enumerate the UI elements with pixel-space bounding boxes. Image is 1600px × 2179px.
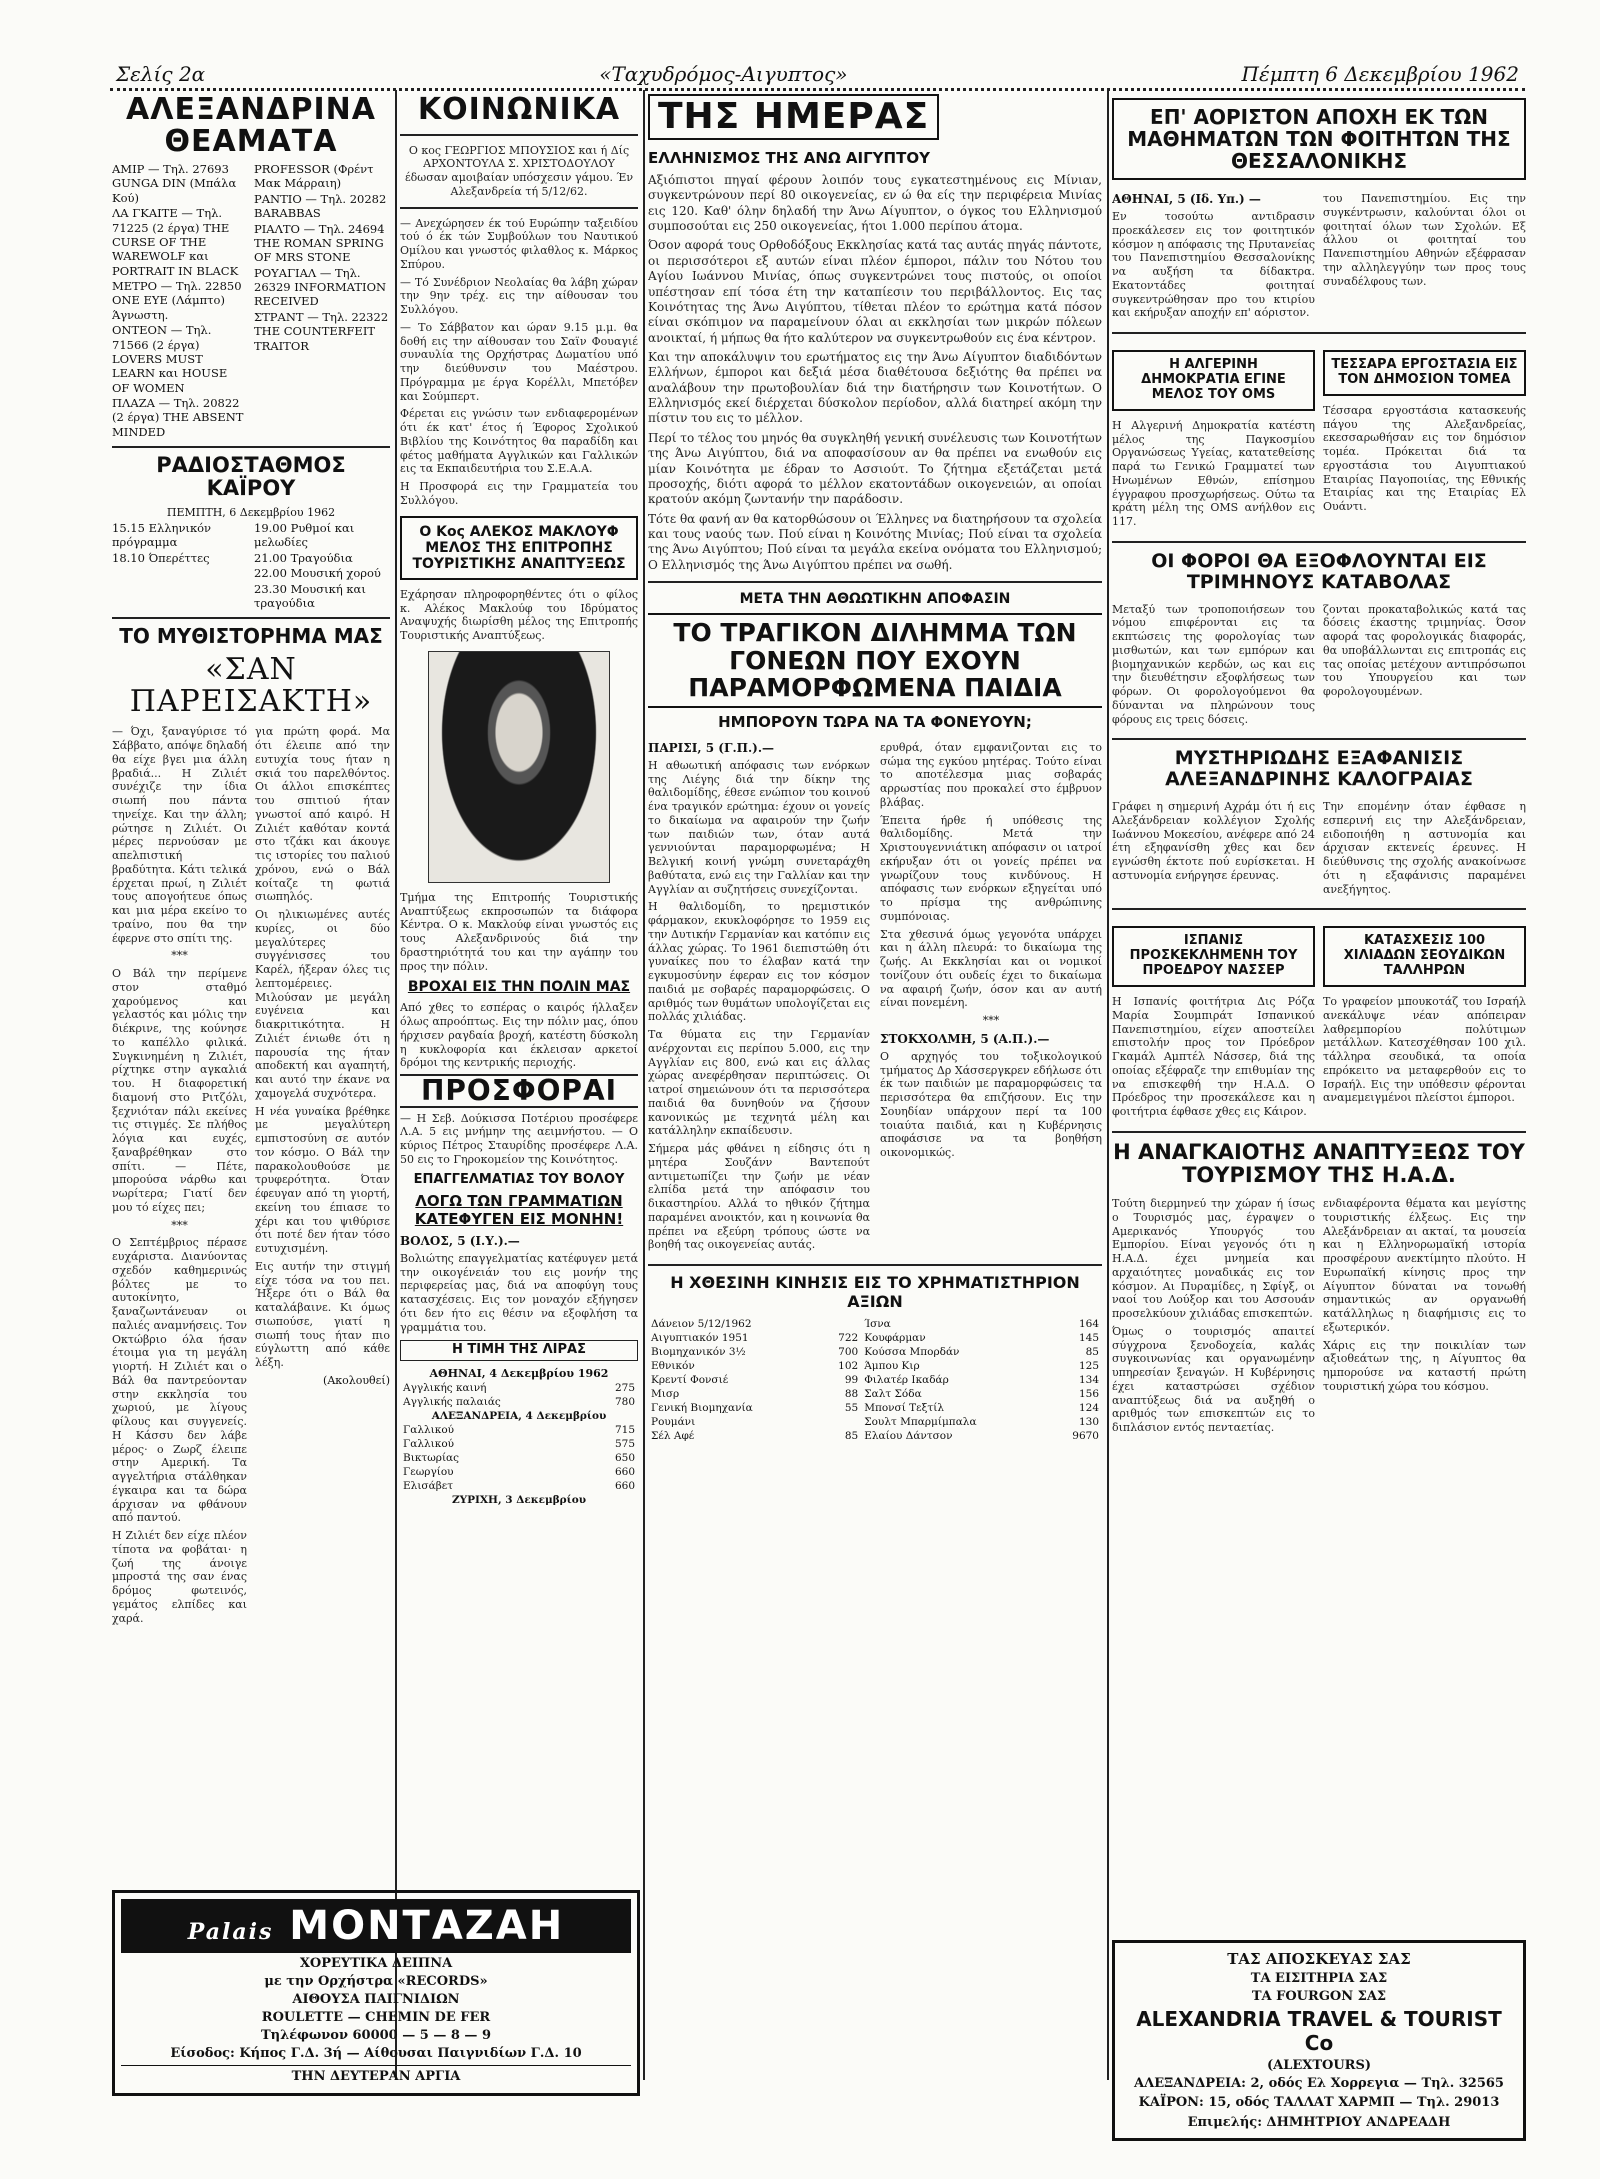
taxes-text: ζονται προκαταβολικώς κατά τας δόσεις έκαστης τριμηνίας. Όσον αφορά τας φορολογικάς διαφοράς, θα υποβάλλωνται εις επιτροπάς εις τας οποίας μετέχουν αντιπρόσωποι του Υπουργείου και των φορολογουμένων.: [1323, 602, 1526, 699]
section-title-theatres: ΑΛΕΞΑΝΔΡΙΝΑ ΘΕΑΜΑΤΑ: [126, 92, 376, 159]
novel-text: Εις αυτήν την στιγμή είχε τόσα να του πει. Ήξερε ότι ο Βάλ θα καταλάβαινε. Κι όμως σιωπούσε, γιατί η σιωπή τους ήταν πιο εύγλωττη από κάθε λέξη.: [255, 1259, 390, 1370]
rain-text: Από χθες το εσπέρας ο καιρός ήλλαξεν όλως απροόπτως. Εις την πόλιν μας, όπου ήρχισεν ραγδαία βροχή, κατέστη δύσκολη η κυκλοφορία και έκλεισαν αρκετοί δρόμοι της κεντρικής περιοχής.: [400, 1001, 638, 1070]
nun-headline: ΜΥΣΤΗΡΙΩΔΗΣ ΕΞΑΦΑΝΙΣΙΣ ΑΛΕΞΑΝΔΡΙΝΗΣ ΚΑΛΟΓΡΑΙΑΣ: [1165, 747, 1473, 791]
radio-item: 22.00 Μουσική χορού: [254, 566, 381, 581]
ad-line: με την Ορχήστρα «RECORDS»: [264, 1974, 488, 1989]
nun-text: Γράφει η σημερινή Αχράμ ότι ή εις Αλεξάνδρειαν κολλέγιον Σχολής Ιωάννου Μοκεσίου, ανέφερε από 24 έτη εξηφανίσθη χθες και δεν εγνώσθη έκτοτε πού ευρίσκεται. Η αστυνομία ενήργησε έρευνας.: [1112, 800, 1315, 882]
table-row: Εθνικόν 102 Άμπου Κιρ 125: [651, 1359, 1099, 1372]
lira-date: ΑΛΕΞΑΝΔΡΕΙΑ, 4 Δεκεμβρίου: [431, 1410, 607, 1423]
social-item: — Ανεχώρησεν έκ τού Ευρώπην ταξειδίου τού ό έκ τών Συμβούλων του Ναυτικού Ομίλου και γνωστός φιλαθλος κ. Μάρκος Σπύρου.: [400, 216, 638, 271]
cinema-entry: ΟΝΤΕΟΝ — Τηλ. 71566 (2 έργα) LOVERS MUST LEARN και HOUSE OF WOMEN: [112, 323, 228, 395]
novel-text: Η νέα γυναίκα βρέθηκε με μεγαλύτερη εμπιστοσύνη σε αυτόν τον κόσμο. Ο Βάλ την παρακολουθούσε με τρυφερότητα. Όταν έφευγαν από τη γιορτή, εκείνη του έπιασε το χέρι και του ψιθύρισε ότι ποτέ δεν ήταν τόσο ευτυχισμένη.: [255, 1104, 390, 1256]
hellenism-text: Περί το τέλος του μηνός θα συγκληθή γενική συνέλευσις των Κοινοτήτων της Άνω Αιγύπτου, διά να αποφασίσουν αν θα πρέπει να ενωθούν εις μίαν Κοινότητα με έδραν το Ασσιούτ. Το ζήτημα εξετάζεται μετά προσοχής, διότι αφορά το μέλλον εκατοντάδων οικογενειών, αι οποίαι κρατούν ακόμη ζωντανήν την παράδοσιν.: [648, 430, 1102, 507]
ad-line: ΑΙΘΟΥΣΑ ΠΑΙΓΝΙΔΙΩΝ: [292, 1992, 460, 2007]
factories-headline: ΤΕΣΣΑΡΑ ΕΡΓΟΣΤΑΣΙΑ ΕΙΣ ΤΟΝ ΔΗΜΟΣΙΟΝ ΤΟΜΕΑ: [1323, 350, 1526, 396]
radio-schedule: [112, 520, 390, 619]
ad-address: ΚΑΪΡΟΝ: 15, οδός ΤΑΛΛΑΤ ΧΑΡΜΠ — Τηλ. 29013: [1138, 2095, 1500, 2111]
story-text: Στα χθεσινά όμως γεγονότα υπάρχει και η άλλη πλευρά: το δικαίωμα της ζωής. Αι Εκκλησίαι και οι νομικοί τονίζουν ότι ουδείς έχει το δικαίωμα να αφαιρή ζωήν, όσον και αν αυτή είναι πονεμένη.: [880, 927, 1102, 1010]
to-be-continued: (Ακολουθεί): [323, 1373, 390, 1387]
ad-line: ΧΟΡΕΥΤΙΚΑ ΔΕΙΠΝΑ: [299, 1956, 453, 1971]
table-row: Δάνειον 5/12/1962 Ίσνα 164: [651, 1317, 1099, 1330]
ad-line: Τηλέφωνον 60000 — 5 — 8 — 9: [260, 2028, 492, 2043]
algeria-text: Η Αλγερινή Δημοκρατία κατέστη μέλος της Παγκοσμίου Οργανώσεως Υγείας, κατατεθείσης παρά τω Γενικώ Γραμματεί των Ηνωμένων Εθνών, επίσημου έγγραφου προσχωρήσεως. Ούτω τα κράτη μέλη της OMS ανήλθον εις 117.: [1112, 418, 1315, 529]
engagement-notice: Ο κος ΓΕΩΡΓΙΟΣ ΜΠΟΥΣΙΟΣ και ή Δίς ΑΡΧΟΝΤΟΥΛΑ Σ. ΧΡΙΣΤΟΔΟΥΛΟΥ έδωσαν αμοιβαίαν υπόσχεσιν γάμου. Έν Αλεξανδρεία τή 5/12/62.: [404, 143, 634, 198]
alextours-ad: [1112, 1940, 1526, 2141]
volos-kicker: ΕΠΑΓΓΕΛΜΑΤΙΑΣ ΤΟΥ ΒΟΛΟΥ: [413, 1171, 625, 1187]
story-text: ερυθρά, όταν εμφανιζονται εις το σώμα της εγκύου μητέρας. Τούτο είναι το αποτέλεσμα μιας σοβαράς αρρωστίας που προκαλεί στο έμβρυον βλάβας.: [880, 740, 1102, 809]
novel-text: για πρώτη φορά. Μα ότι έλειπε από την ευτυχία τους ήταν η σκιά του παρελθόντος. Οι άλλοι επισκέπτες του σπιτιού ήταν γνωστοί από καιρό. Η Ζιλιέτ καθόταν κοντά στο τζάκι και άκουγε τις ιστορίες του παλιού χρόνου, ενώ ο Βάλ κοίταζε τη φωτιά σιωπηλός.: [255, 725, 390, 904]
social-item: Η Προσφορά εις την Γραμματεία του Συλλόγου.: [400, 480, 638, 507]
column-news: [1112, 90, 1526, 1920]
table-row: Βιομηχανικόν 3½ 700 Κούσσα Μπορδάν 85: [651, 1345, 1099, 1358]
cinema-entry: ΡΟΥΑΓΙΑΛ — Τηλ. 26329 INFORMATION RECEIVED: [254, 265, 387, 309]
ad-line: ΤΑ ΕΙΣΙΤΗΡΙΑ ΣΑΣ: [1250, 1971, 1388, 1986]
radio-date: ΠΕΜΠΤΗ, 6 Δεκεμβρίου 1962: [166, 506, 336, 520]
seizure-text: Το γραφείον μπουκοτάζ του Ισραήλ ανεκάλυψε νέαν απόπειραν λαθρεμπορίου πολύτιμων μετάλλων. Κατεσχέθησαν 100 χιλ. τάλληρα σεουδικά, τα οποία επρόκειτο να μεταφερθούν εις το Ισραήλ. Εις την υπόθεσιν φέρονται αναμεμειγμένοι πλείστοι έμποροι.: [1323, 995, 1526, 1105]
cinema-entry: ΠΛΑΖΑ — Τηλ. 20822 (2 έργα) THE ABSENT MINDED: [112, 396, 244, 439]
section-title-day: ΤΗΣ ΗΜΕΡΑΣ: [648, 94, 939, 140]
story-text: Σήμερα μάς φθάνει η είδησις ότι η μητέρα Σουζάνν Βαντεπούτ αντιμετωπίζει την ζωήν με νέαν ελπίδα μετά την απόφασιν του δικαστηρίου. Αλλά το ηθικόν ζήτημα παραμένει ανοικτόν, και η κοινωνία θα πρέπει να εξεύρη τρόπους ώστε να βοηθή τας οικογενείας αυτάς.: [648, 1142, 870, 1252]
cinema-list-left: [112, 161, 248, 440]
table-row: Γεωργίου 660: [403, 1466, 635, 1479]
spanish-student-text: Η Ισπανίς φοιτήτρια Δις Ρόζα Μαρία Σουμπιράτ Ισπανικού Πανεπιστημίου, είχεν αποστείλει επιστολήν προς τον Πρόεδρον Γκαμάλ Αμπτέλ Νάσσερ, διά της οποίας εξέφραζε την επιθυμίαν της να επισκεφθή την Η.Α.Δ. Ο Πρόεδρος την προσεκάλεσε και η φοιτήτρια έφθασε χθες εις Κάιρον.: [1112, 995, 1315, 1119]
table-row: Γενική Βιομηχανία 55 Μπονσί Τεξτίλ 124: [651, 1401, 1099, 1414]
volos-text: Βολιώτης επαγγελματίας κατέφυγεν μετά την οικογένειάν του εις μονήν της περιφερείας μας, διά να αποφύγη τους κατασχέσεις. Εις τον μοναχόν εξήγησεν ότι δεν ήτο εις θέσιν να εξοφλήση τα γραμμάτια του.: [400, 1251, 638, 1334]
students-text: του Πανεπιστημίου. Εις την συγκέντρωσιν, καλούνται όλοι οι φοιτηταί όλων των Σχολών. Εξ άλλου οι φοιτηταί του Πανεπιστημίου Αθηνών εξέφρασαν την αλληλεγγύην των προς τους συναδέλφους των.: [1323, 192, 1526, 288]
tourism-text: ενδιαφέροντα θέματα και μεγίστης τουριστικής έλξεως. Εις την Αλεξάνδρειαν αι ακταί, τα μουσεία και η Ελληνορωμαϊκή ιστορία προσφέρουν ανεκτίμητο πλούτο. Η Ευρωπαϊκή κίνησις προς την Αίγυπτον δύναται να τονωθή σημαντικώς αν οργανωθή κατάλληλως η διαφήμισις εις το εξωτερικόν.: [1323, 1197, 1526, 1334]
thalidomide-headline: ΤΟ ΤΡΑΓΙΚΟΝ ΔΙΛΗΜΜΑ ΤΩΝ ΓΟΝΕΩΝ ΠΟΥ ΕΧΟΥΝ ΠΑΡΑΜΟΡΦΩΜΕΝΑ ΠΑΙΔΙΑ: [648, 613, 1102, 708]
section-title-social: ΚΟΙΝΩΝΙΚΑ: [417, 92, 621, 127]
story-text: Η αθωωτική απόφασις των ενόρκων της Λιέγης διά την δίκην της θαλιδομίδης, έθεσε ενώπιον του κοινού ένα τραγικόν ερώτημα: έχουν οι γονείς το δικαίωμα να αφαιρούν την ζωήν των παιδιών των, όταν αυτά γεννιούνται παραμορφωμένα; Η Βελγική κοινή γνώμη συνεταράχθη βαθύτατα, ενώ εις την Γαλλίαν και την Αγγλίαν αι συζητήσεις συνεχίζονται.: [648, 758, 870, 896]
column-rule: [643, 90, 645, 2080]
story-text: Έπειτα ήρθε ή υπόθεσις της θαλιδομίδης. Μετά την Χριστουγεννιάτικη απόφασιν οι ιατροί εκήρυξαν ότι οι γονείς πρέπει να γνωρίζουν τους κινδύνους. Η απόφασις των ενόρκων εξηγείται υπό το πρίσμα της ανθρώπινης συμπόνοιας.: [880, 813, 1102, 923]
cinema-entry: ΛΑ ΓΚΑΙΤΕ — Τηλ. 71225 (2 έργα) THE CURSE OF THE WAREWOLF και PORTRAIT IN BLACK: [112, 206, 239, 278]
story-kicker: ΜΕΤΑ ΤΗΝ ΑΘΩΩΤΙΚΗΝ ΑΠΟΦΑΣΙΝ: [739, 591, 1011, 608]
novel-text: — Όχι, ξαναγύρισε τό Σάββατο, απόψε δηλαδή θα είχε βγει μια άλλη βραδιά... Η Ζιλιέτ συνέχιζε την ίδια σιωπή που πάντα τηνείχε. Και την άλλη; ρώτησε η Ζιλιέτ. Οι μέρες περνούσαν με απελπιστική βραδύτητα. Κάτι τελικά έρχεται πρωί, η Ζιλιέτ τους απογοήτευε όπως και μια μέρα εκείνο το τραίνο, που θα την έφερνε στο σπίτι της.: [112, 725, 247, 945]
ad-company-name: ALEXANDRIA TRAVEL & TOURIST Co: [1136, 2007, 1502, 2055]
students-dateline: ΑΘΗΝΑΙ, 5 (Ιδ. Υπ.) —: [1112, 192, 1261, 206]
story-text: Τα θύματα εις την Γερμανίαν ανέρχονται εις περίπου 5.000, εις την Αγγλίαν εις 800, ενώ και εις άλλας χώρας ανεφέρθησαν περιπτώσεις. Οι ιατροί σημειώνουν ότι τα περισσότερα παιδιά θα δυνηθούν να ζήσουν κανονικώς με τεχνητά μέλη και κατάλληλην εκπαίδευσιν.: [648, 1028, 870, 1138]
column-entertainment: ΑΛΕΞΑΝΔΡΙΝΑ ΘΕΑΜΑΤΑ ΑΜΙΡ — Τηλ. 27693 GUNGA DIN (Μπάλα Κού) ΛΑ ΓΚΑΙΤΕ — Τηλ. 71225 (2 έργα) THE CURSE OF THE WAREWOLF και PORTRAIT IN BLACK ΜΕΤΡΟ — Τηλ. 22850 ONE EYE (Λάμπτο) Άγνωστη. ΟΝΤΕΟΝ — Τηλ. 71566 (2 έργα) LOVERS MUST LEARN και HOUSE OF WOMEN ΠΛΑΖΑ — Τηλ. 20822 (2 έργα) THE ABSENT MINDED PROFESSOR (Φρέντ Μακ Μάρραιη) ΡΑΝΤΙΟ — Τηλ. 20282 BARABBAS ΡΙΑΛΤΟ — Τηλ. 24694 THE ROMAN SPRING OF MRS STONE ΡΟΥΑΓΙΑΛ — Τηλ. 26329 INFORMATION RECEIVED ΣΤΡΑΝΤ — Τηλ. 22322 THE COUNTERFEIT TRAITOR ΡΑΔΙΟΣΤΑΘΜΟΣ ΚΑΪΡΟΥ ΠΕΜΠΤΗ, 6 Δεκεμβρίου 1962 15.15 Ελληνικόν πρόγραμμα 18.10 Όπερέττες 19.00 Ρυθμοί και μελωδίες 21.00 Τραγούδια 22.00 Μουσική χορού 23.30 Μουσική και τραγούδια ΤΟ ΜΥΘΙΣΤΟΡΗΜΑ ΜΑΣ «ΣΑΝ ΠΑΡΕΙΣΑΚΤΗ» — Όχι, ξαναγύρισε τό Σάββατο, απόψε δηλαδή θα είχε βγει μια άλλη βραδιά... Η Ζιλιέτ συνέχιζε την ίδια σιωπή που πάντα τηνείχε. Και την άλλη; ρώτησε η Ζιλιέτ. Οι μέρες περνούσαν με απελπιστική βραδύτητα. Κάτι τελικά έρχεται πρωί, η Ζιλιέτ τους απογοήτευε όπως και μια μέρα εκείνο το τραίνο, που θα την έφερνε στο σπίτι της. *** Ο Βάλ την περίμενε στον σταθμό χαρούμενος και γελαστός και μόλις την διέκρινε, της κούνησε το καπέλλο φιλικά. Συγκινημένη η Ζιλιέτ, ρίχτηκε στην αγκαλιά του. Η διαφορετική διαμονή στο Ριτζόλι, ξεχνιόταν πάλι εκείνες τις στιγμές. Σε πλήθος λόγια και ευχές, ξαναβρέθηκαν στο σπίτι. — Πέτε, μπορούσα νάρθω και νωρίτερα; Γιατί δεν μου τό είχες πει; *** Ο Σεπτέμβριος πέρασε ευχάριστα. Διανύοντας σχεδόν καθημερινώς βόλτες με το αυτοκίνητο, ξαναζωντάνευαν οι παλιές αναμνήσεις. Τον Οκτώβριο όλα ήσαν έτοιμα για τη μεγάλη γιορτή. Η Ζιλιέτ και ο Βάλ θα παντρεύονταν στην εκκλησία του χωριού, με λίγους φίλους και συγγενείς. Η Κάσσυ δεν λάβε μέρος· ο Ζωρζ έλειπε στην Αμερική. Τα αγγελτήρια στάλθηκαν έγκαιρα και τα δώρα άρχισαν να φθάνουν από παντού. Η Ζιλιέτ δεν είχε πλέον τίποτα να φοβάται· η ζωή της άνοιγε μπροστά της σαν ένας δρόμος φωτεινός, γεμάτος ελπίδες και χαρά. για πρώτη φορά. Μα ότι έλειπε από την ευτυχία τους ήταν η σκιά του παρελθόντος. Οι άλλοι επισκέπτες του σπιτιού ήταν γνωστοί από καιρό. Η Ζιλιέτ καθόταν κοντά στο τζάκι και άκουγε τις ιστορίες του παλιού χρόνου, ενώ ο Βάλ κοίταζε τη φωτιά σιωπηλός. Οι ηλικιωμένες αυτές κυρίες, οι δύο μεγαλύτερες συγγένισσες του Καρέλ, ήξεραν όλες τις λεπτομέρειες. Μιλούσαν με μεγάλη ευγένεια και διακριτικότητα. Η Ζιλιέτ ένιωθε ότι η παρουσία της ήταν αποδεκτή και αγαπητή, και αυτό την έκανε να χαμογελά συχνότερα. Η νέα γυναίκα βρέθηκε με μεγαλύτερη εμπιστοσύνη σε αυτόν τον κόσμο. Ο Βάλ την παρακολουθούσε με τρυφερότητα. Όταν έφευγαν από τη γιορτή, εκείνη του έπιασε το χέρι και του ψιθύρισε ότι ποτέ δεν ήταν τόσο ευτυχισμένη. Εις αυτήν την στιγμή είχε τόσα να του πει. Ήξερε ότι ο Βάλ θα καταλάβαινε. Κι όμως σιωπούσε, γιατί η σιωπή τους ήταν πιο εύγλωττη από κάθε λέξη. (Ακολουθεί): [112, 92, 390, 1625]
rain-headline: ΒΡΟΧΑΙ ΕΙΣ ΤΗΝ ΠΟΛΙΝ ΜΑΣ: [407, 979, 631, 996]
seizure-headline: ΚΑΤΑΣΧΕΣΙΣ 100 ΧΙΛΙΑΔΩΝ ΣΕΟΥΔΙΚΩΝ ΤΑΛΛΗΡΩΝ: [1323, 926, 1526, 987]
paper-name: «Ταχυδρόμος-Αιγυπτος»: [593, 62, 853, 86]
tourism-text: Χάρις εις την ποικιλίαν των αξιοθεάτων της, η Αίγυπτος θα ημπορούσε να καταστή πρώτη τουριστική χώρα του κόσμου.: [1323, 1338, 1526, 1393]
cinema-list-right: [254, 161, 390, 440]
algeria-headline: Η ΑΛΓΕΡΙΝΗ ΔΗΜΟΚΡΑΤΙΑ ΕΓΙΝΕ ΜΕΛΟΣ ΤΟΥ OMS: [1112, 350, 1315, 411]
novel-text: Οι ηλικιωμένες αυτές κυρίες, οι δύο μεγαλύτερες συγγένισσες του Καρέλ, ήξεραν όλες τις λεπτομέρειες. Μιλούσαν με μεγάλη ευγένεια και διακριτικότητα. Η Ζιλιέτ ένιωθε ότι η παρουσία της ήταν αποδεκτή και αγαπητή, και αυτό την έκανε να χαμογελά συχνότερα.: [255, 908, 390, 1100]
ad-line: ΤΗΝ ΔΕΥΤΕΡΑΝ ΑΡΓΙΑ: [121, 2065, 631, 2084]
issue-date: Πέμπτη 6 Δεκεμβρίου 1962: [1236, 62, 1525, 86]
radio-item: 15.15 Ελληνικόν πρόγραμμα: [112, 521, 212, 550]
profile-headline: Ο Κος ΑΛΕΚΟΣ ΜΑΚΛΟΥΦ ΜΕΛΟΣ ΤΗΣ ΕΠΙΤΡΟΠΗΣ ΤΟΥΡΙΣΤΙΚΗΣ ΑΝΑΠΤΥΞΕΩΣ: [400, 516, 638, 580]
lira-table: [400, 1381, 638, 1507]
ad-abbr: (ALEXTOURS): [1266, 2058, 1372, 2073]
hellenism-kicker: ΕΛΛΗΝΙΣΜΟΣ ΤΗΣ ΑΝΩ ΑΙΓΥΠΤΟΥ: [648, 148, 930, 167]
table-row: Αγγλικής παλαιάς 780: [403, 1396, 635, 1409]
radio-item: 18.10 Όπερέττες: [112, 550, 210, 565]
table-row: Ελισάβετ 660: [403, 1480, 635, 1493]
table-row: Κρεντί Φονσιέ 99 Φιλατέρ Ικαδάρ 134: [651, 1373, 1099, 1386]
table-row: Γαλλικού 715: [403, 1424, 635, 1437]
column-of-the-day: ΤΗΣ ΗΜΕΡΑΣ ΕΛΛΗΝΙΣΜΟΣ ΤΗΣ ΑΝΩ ΑΙΓΥΠΤΟΥ Αξιόπιστοι πηγαί φέρουν λοιπόν τους εγκατεστημένους εις Μίνιαν, συγκεντρώνουν περί 80 οικογενείας, εν ώ θα είς την περιφέρεια Μινίας εις 120. Καθ' όλην δηλαδή την Άνω Αίγυπτον, ο όγκος του Ελληνισμού συμποσούται εις 250 οικογενείας, ήτοι 1.000 περίπου άτομα. Όσον αφορά τους Ορθοδόξους Εκκλησίας κατά τας αυτάς πηγάς πάντοτε, οι περισσότεροι εξ αυτών είναι πλέον έμποροι, πάλιν του Νότου του Αγίου Ιωάννου Μινίας, όπως συγκεντρώνει τους πιστούς, οι οποίοι υπέστησαν επί τόσα έτη την καταπίεσιν του περιβάλλοντος. Εις τας Κοινότητας της Άνω Αιγύπτου, τίθεται πλέον το ερώτημα κατά πόσον είναι σκόπιμον να παραμείνουν όλαι αι εκκλησίαι των μικρών πόλεων ανοικταί, ή μήπως θα ήτο καλύτερον να συγκεντρωθούν εις ένα κέντρον. Και την αποκάλυψιν του ερωτήματος εις την Άνω Αίγυπτον διαδιδόντων Ελλήνων, έμποροι και δεξιά μέσα διαθέτουσα δεξιότης θα πρέπει να αναλάβουν την πρωτοβουλίαν διά την διατήρησιν των Κοινοτήτων. Ο Ελληνισμός εκεί διέρχεται δύσκολον περίοδον, αλλά διατηρεί ακόμη την πίστιν του εις το μέλλον. Περί το τέλος του μηνός θα συγκληθή γενική συνέλευσις των Κοινοτήτων της Άνω Αιγύπτου, διά να αποφασίσουν αν θα πρέπει να ενωθούν εις μίαν Κοινότητα με έδραν το Ασσιούτ. Το ζήτημα εξετάζεται μετά προσοχής, διότι αφορά το μέλλον εκατοντάδων οικογενειών, αι οποίαι κρατούν ακόμη ζωντανήν την παράδοσιν. Τότε θα φανή αν θα κατορθώσουν οι Έλληνες να διατηρήσουν τα σχολεία και τους ναούς των. Πού είναι η Κοινότης Μινίας; Πού είναι τα σχολεία της Άνω Αιγύπτου; Πού είναι τα μεγάλα εκείνα ονόματα του Ελληνισμού; Ο Ελληνισμός της Άνω Αιγύπτου πρέπει να σωθή. ΜΕΤΑ ΤΗΝ ΑΘΩΩΤΙΚΗΝ ΑΠΟΦΑΣΙΝ ΤΟ ΤΡΑΓΙΚΟΝ ΔΙΛΗΜΜΑ ΤΩΝ ΓΟΝΕΩΝ ΠΟΥ ΕΧΟΥΝ ΠΑΡΑΜΟΡΦΩΜΕΝΑ ΠΑΙΔΙΑ ΗΜΠΟΡΟΥΝ ΤΩΡΑ ΝΑ ΤΑ ΦΟΝΕΥΟΥΝ; ΠΑΡΙΣΙ, 5 (Γ.Π.).— Η αθωωτική απόφασις των ενόρκων της Λιέγης διά την δίκην της θαλιδομίδης, έθεσε ενώπιον του κοινού ένα τραγικόν ερώτημα: έχουν οι γονείς το δικαίωμα να αφαιρούν την ζωήν των παιδιών των, όταν αυτά γεννιούνται παραμορφωμένα; Η Βελγική κοινή γνώμη συνεταράχθη βαθύτατα, ενώ εις την Γαλλίαν και την Αγγλίαν αι συζητήσεις συνεχίζονται. Η θαλιδομίδη, το ηρεμιστικόν φάρμακον, εκυκλοφόρησε το 1959 εις την Δυτικήν Γερμανίαν και κατόπιν εις άλλας χώρας. Το 1961 διεπιστώθη ότι γυναίκες που το έλαβαν κατά την εγκυμοσύνην έφεραν εις τον κόσμον παιδιά με σοβαρές παραμορφώσεις. Ο αριθμός των θυμάτων υπολογίζεται εις πολλάς χιλιάδας. Τα θύματα εις την Γερμανίαν ανέρχονται εις περίπου 5.000, εις την Αγγλίαν εις 800, ενώ και εις άλλας χώρας ανεφέρθησαν περιπτώσεις. Οι ιατροί σημειώνουν ότι τα περισσότερα παιδιά θα δυνηθούν να ζήσουν κανονικώς με τεχνητά μέλη και κατάλληλην εκπαίδευσιν. Σήμερα μάς φθάνει η είδησις ότι η μητέρα Σουζάνν Βαντεπούτ αντιμετωπίζει την ζωήν με νέαν ελπίδα μετά την απόφασιν του δικαστηρίου. Αλλά το ηθικόν ζήτημα παραμένει ανοικτόν, και η κοινωνία θα πρέπει να εξεύρη τρόπους ώστε να βοηθή τας οικογενείας αυτάς. ερυθρά, όταν εμφανιζονται εις το σώμα της εγκύου μητέρας. Τούτο είναι το αποτέλεσμα μιας σοβαράς αρρωστίας που προκαλεί στο έμβρυον βλάβας. Έπειτα ήρθε ή υπόθεσις της θαλιδομίδης. Μετά την Χριστουγεννιάτικη απόφασιν οι ιατροί εκήρυξαν ότι οι γονείς πρέπει να γνωρίζουν τους κινδύνους. Η απόφασις των ενόρκων εξηγείται υπό το πρίσμα της ανθρώπινης συμπόνοιας. Στα χθεσινά όμως γεγονότα υπάρχει και η άλλη πλευρά: το δικαίωμα της ζωής. Αι Εκκλησίαι και οι νομικοί τονίζουν ότι ουδείς έχει το δικαίωμα να αφαιρή ζωήν, όσον και αν αυτή είναι πονεμένη. *** ΣΤΟΚΧΟΛΜΗ, 5 (Α.Π.).— Ο αρχηγός του τοξικολογικού τμήματος Δρ Χάσσεργκρεν εδήλωσε ότι έκ των παιδιών με παραμορφώσεις τα περισσότερα θα επιζήσουν. Εις την Σουηδίαν υπάρχουν περί τα 100 τοιαύτα παιδιά, και η Κυβέρνησις αποφάσισε να τα βοηθήση οικονομικώς. Η ΧΘΕΣΙΝΗ ΚΙΝΗΣΙΣ ΕΙΣ ΤΟ ΧΡΗΜΑΤΙΣΤΗΡΙΟΝ ΑΞΙΩΝ Δάνειον 5/12/1962 Ίσνα 164 Αιγυπτιακόν 1951 722 Κουφάρμαν 145 Βιομηχανικόν 3½ 700 Κούσσα Μπορδάν 85 Εθνικόν 102 Άμπου Κιρ 125 Κρεντί Φονσιέ 99 Φιλατέρ Ικαδάρ 134 Μισρ 88 Σαλτ Σόδα 156 Γενική Βιομηχανία 55 Μπονσί Τεξτίλ 124 Ρουμάνι Σουλτ Μπαρμίμπαλα 130 Σέλ Αφέ 85 Ελαίου Δάντσον 9670: [648, 96, 1102, 1442]
thalidomide-subhead: ΗΜΠΟΡΟΥΝ ΤΩΡΑ ΝΑ ΤΑ ΦΟΝΕΥΟΥΝ;: [718, 712, 1032, 731]
table-row: Ρουμάνι Σουλτ Μπαρμίμπαλα 130: [651, 1415, 1099, 1428]
ad-line: Είσοδος: Κήπος Γ.Δ. 3ή — Αίθουσαι Παιγνιδίων Γ.Δ. 10: [170, 2046, 582, 2061]
table-row: Αγγλικής καινή 275: [403, 1382, 635, 1395]
stock-market-table: [648, 1317, 1102, 1443]
radio-item: 21.00 Τραγούδια: [254, 550, 353, 565]
cinema-entry: ΑΜΙΡ — Τηλ. 27693 GUNGA DIN (Μπάλα Κού): [112, 162, 237, 205]
offers-headline: ΠΡΟΣΦΟΡΑΙ: [400, 1074, 638, 1107]
social-item: Φέρεται εις γνώσιν των ενδιαφερομένων ότι έκ κατ' έτος ή Έφορος Σχολικού Βιβλίου της Κοινότητος θα παραδίδη και φέτος μαθήματα Αγγλικών και Γαλλικών εις τα Εκπαιδευτήρια του Σ.Ε.Α.Α.: [400, 407, 638, 476]
ad-banner: [121, 1899, 631, 1953]
cinema-entry: ΡΑΝΤΙΟ — Τηλ. 20282 BARABBAS: [254, 191, 387, 221]
spanish-student-headline: ΙΣΠΑΝΙΣ ΠΡΟΣΚΕΚΛΗΜΕΝΗ ΤΟΥ ΠΡΟΕΔΡΟΥ ΝΑΣΣΕΡ: [1112, 926, 1315, 987]
story-text: Η θαλιδομίδη, το ηρεμιστικόν φάρμακον, εκυκλοφόρησε το 1959 εις την Δυτικήν Γερμανίαν και κατόπιν εις άλλας χώρας. Το 1961 διεπιστώθη ότι γυναίκες που το έλαβαν κατά την εγκυμοσύνην έφεραν εις τον κόσμον παιδιά με σοβαρές παραμορφώσεις. Ο αριθμός των θυμάτων υπολογίζεται εις πολλάς χιλιάδας.: [648, 900, 870, 1024]
hellenism-text: Τότε θα φανή αν θα κατορθώσουν οι Έλληνες να διατηρήσουν τα σχολεία και τους ναούς των. Πού είναι η Κοινότης Μινίας; Πού είναι τα σχολεία της Άνω Αιγύπτου; Πού είναι τα μεγάλα εκείνα ονόματα του Ελληνισμού; Ο Ελληνισμός της Άνω Αιγύπτου πρέπει να σωθή.: [648, 511, 1102, 572]
portrait-photo: [428, 651, 610, 883]
masthead: [110, 60, 1525, 91]
radio-item: 23.30 Μουσική και τραγούδια: [254, 581, 366, 610]
profile-text: Εχάρησαν πληροφορηθέντες ότι ο φίλος κ. Αλέκος Μακλούφ του Ιδρύματος Αναψυχής διωρίσθη μέλος της Επιτροπής Τουριστικής Αναπτύξεως.: [400, 587, 638, 643]
volos-headline: ΛΟΓΩ ΤΩΝ ΓΡΑΜΜΑΤΙΩΝ ΚΑΤΕΦΥΓΕΝ ΕΙΣ ΜΟΝΗΝ!: [414, 1192, 624, 1228]
lira-date: ΑΘΗΝΑΙ, 4 Δεκεμβρίου 1962: [429, 1367, 609, 1381]
ad-line: ΤΑ FOURGON ΣΑΣ: [1251, 1989, 1387, 2004]
factories-text: Τέσσαρα εργοστάσια κατασκευής πάγου της Αλεξανδρείας, εκεσσαρωθήσαν εις τον δημόσιον τομέα. Πρόκειται διά τα εργοστάσια του Αιγυπτιακού Εταιρίας Παγοποιίας, της Εθνικής Εταιρίας και της Εταιρίας Ελ Ουάντι.: [1323, 403, 1526, 514]
offers-text: — Η Σεβ. Δούκισσα Ποτέριου προσέφερε Λ.Α. 5 εις μνήμην της αειμνήστου. — Ο κύριος Πέτρος Σταυρίδης προσέφερε Λ.Α. 50 εις το Γηροκομείον της Κοινότητος.: [400, 1111, 638, 1166]
social-item: — Τό Συνέδριον Νεολαίας θα λάβη χώραν την 9ην τρέχ. εις την αίθουσαν του Συλλόγου.: [400, 275, 638, 316]
cinema-entry: ΜΕΤΡΟ — Τηλ. 22850 ONE EYE (Λάμπτο) Άγνωστη.: [112, 279, 242, 322]
novel-text: Ο Σεπτέμβριος πέρασε ευχάριστα. Διανύοντας σχεδόν καθημερινώς βόλτες με το αυτοκίνητο, ξαναζωντάνευαν οι παλιές αναμνήσεις. Τον Οκτώβριο όλα ήσαν έτοιμα για τη μεγάλη γιορτή. Η Ζιλιέτ και ο Βάλ θα παντρεύονταν στην εκκλησία του χωριού, με λίγους φίλους και συγγενείς. Η Κάσσυ δεν λάβε μέρος· ο Ζωρζ έλειπε στην Αμερική. Τα αγγελτήρια στάλθηκαν έγκαιρα και τα δώρα άρχισαν να φθάνουν από παντού.: [112, 1236, 247, 1525]
nun-text: Την επομένην όταν έφθασε η εσπερινή εις την Αλεξάνδρειαν, ειδοποιήθη η αστυνομία και άρχισαν εκτενείς έρευνες. Η διεύθυνσις της σχολής ανακοίνωσε ότι η εξαφάνισις παραμένει ανεξήγητος.: [1323, 800, 1526, 896]
social-item: — Το Σάββατον και ώραν 9.15 μ.μ. θα δοθή εις την αίθουσαν του Σαϊν Φουαγιέ συναυλία της Ορχήστρας Δωματίου υπό την διεύθυνσιν του Μαέστρου. Πρόγραμμα με έργα Κορέλλι, Μπετόβεν και Σούμπερτ.: [400, 320, 638, 403]
stock-market-headline: Η ΧΘΕΣΙΝΗ ΚΙΝΗΣΙΣ ΕΙΣ ΤΟ ΧΡΗΜΑΤΙΣΤΗΡΙΟΝ ΑΞΙΩΝ: [670, 1273, 1080, 1311]
novel-kicker: ΤΟ ΜΥΘΙΣΤΟΡΗΜΑ ΜΑΣ: [119, 624, 383, 649]
hellenism-text: Όσον αφορά τους Ορθοδόξους Εκκλησίας κατά τας αυτάς πηγάς πάντοτε, οι περισσότεροι εξ αυτών είναι πλέον έμποροι, πάλιν του Νότου του Αγίου Ιωάννου Μινίας, όπως συγκεντρώνει τους πιστούς, οι οποίοι υπέστησαν επί τόσα έτη την καταπίεσιν του περιβάλλοντος. Εις τας Κοινότητας της Άνω Αιγύπτου, τίθεται πλέον το ερώτημα κατά πόσον είναι σκόπιμον να παραμείνουν όλαι αι εκκλησίαι των μικρών πόλεων ανοικταί, ή μήπως θα ήτο καλύτερον να συγκεντρωθούν εις ένα κέντρον.: [648, 238, 1102, 345]
hellenism-text: Και την αποκάλυψιν του ερωτήματος εις την Άνω Αίγυπτον διαδιδόντων Ελλήνων, έμποροι και δεξιά μέσα διαθέτουσα δεξιότης θα πρέπει να αναλάβουν την πρωτοβουλίαν διά την διατήρησιν των Κοινοτήτων. Ο Ελληνισμός εκεί διέρχεται δύσκολον περίοδον, αλλά διατηρεί ακόμη την πίστιν του εις το μέλλον.: [648, 350, 1102, 426]
cinema-entry: ΡΙΑΛΤΟ — Τηλ. 24694 THE ROMAN SPRING OF MRS STONE: [254, 221, 385, 265]
page-number: Σελίς 2α: [110, 62, 211, 86]
ad-brand: Palais: [187, 1919, 274, 1945]
novel-text: Ο Βάλ την περίμενε στον σταθμό χαρούμενος και γελαστός και μόλις την διέκρινε, της κούνησε το καπέλλο φιλικά. Συγκινημένη η Ζιλιέτ, ρίχτηκε στην αγκαλιά του. Η διαφορετική διαμονή στο Ριτζόλι, ξεχνιόταν πάλι εκείνες τις στιγμές. Σε πλήθος λόγια και ευχές, ξαναβρέθηκαν στο σπίτι. — Πέτε, μπορούσα νάρθω και νωρίτερα; Γιατί δεν μου τό είχες πει;: [112, 967, 247, 1214]
table-row: Αιγυπτιακόν 1951 722 Κουφάρμαν 145: [651, 1331, 1099, 1344]
ad-address: ΑΛΕΞΑΝΔΡΕΙΑ: 2, οδός Ελ Χορρεγια — Τηλ. 32565: [1134, 2076, 1504, 2091]
taxes-text: Μεταξύ των τροποποιήσεων του νόμου επιφέρονται εις τα εκπτώσεις της φορολογίας των μισθωτών, και των εμπόρων και βιομηχανικών κερδών, ως και εις την διευθέτησιν εξοφλήσεως των φόρων. Οι φορολογούμενοι θα δύνανται να πληρώνουν τους φόρους εις τρεις δόσεις.: [1112, 602, 1315, 726]
tourism-text: Όμως ο τουρισμός απαιτεί σύγχρονα ξενοδοχεία, καλάς συγκοινωνίας και οργανωμένην υπηρεσίαν ξεναγών. Η Κυβέρνησις έχει καταστρώσει σχέδιον αναπτύξεως διά να αυξηθή ο αριθμός των επισκεπτών εις το διπλάσιον εντός πενταετίας.: [1112, 1324, 1315, 1435]
column-rule: [395, 90, 397, 2080]
table-row: Μισρ 88 Σαλτ Σόδα 156: [651, 1387, 1099, 1400]
tourism-headline: Η ΑΝΑΓΚΑΙΟΤΗΣ ΑΝΑΠΤΥΞΕΩΣ ΤΟΥ ΤΟΥΡΙΣΜΟΥ ΤΗΣ Η.Α.Δ.: [1113, 1139, 1525, 1188]
lira-date: ΖΥΡΙΧΗ, 3 Δεκεμβρίου: [451, 1494, 587, 1507]
novel-title: «ΣΑΝ ΠΑΡΕΙΣΑΚΤΗ»: [129, 652, 373, 719]
students-text: Εν τοσούτω αντιδρασιν προεκάλεσεν εις τον φοιτητικόν κόσμον η απόφασις της Πρυτανείας του Πανεπιστημίου Θεσσαλονίκης να αυξήση τα δίδακτρα. Εκατοντάδες φοιτηταί συγκεντρώθησαν προ του κτιρίου και εκήρυξαν αποχήν επ' αόριστον.: [1112, 210, 1315, 320]
column-rule: [1107, 90, 1109, 2080]
taxes-headline: ΟΙ ΦΟΡΟΙ ΘΑ ΕΞΟΦΛΟΥΝΤΑΙ ΕΙΣ ΤΡΙΜΗΝΟΥΣ ΚΑΤΑΒΟΛΑΣ: [1151, 549, 1487, 593]
radio-title: ΡΑΔΙΟΣΤΑΘΜΟΣ ΚΑΪΡΟΥ: [156, 453, 346, 501]
photo-caption: Τμήμα της Επιτροπής Τουριστικής Αναπτύξεως εκπροσωπών τα διάφορα Κέντρα. Ο κ. Μακλούφ είναι γνωστός εις τους Αλεξανδρινούς διά την δραστηριότητά του και την αγάπην του προς την πόλιν.: [400, 890, 638, 973]
montazah-ad: [112, 1890, 640, 2096]
ad-line: ΤΑΣ ΑΠΟΣΚΕΥΑΣ ΣΑΣ: [1227, 1950, 1411, 1968]
column-social: [400, 90, 638, 1870]
lira-headline: Η ΤΙΜΗ ΤΗΣ ΛΙΡΑΣ: [400, 1340, 638, 1361]
stockholm-dateline: ΣΤΟΚΧΟΛΜΗ, 5 (Α.Π.).—: [880, 1031, 1050, 1046]
table-row: Γαλλικού 575: [403, 1438, 635, 1451]
ad-name: ΜΟΝΤΑΖΑΗ: [289, 1903, 565, 1949]
volos-dateline: ΒΟΛΟΣ, 5 (Ι.Υ.).—: [400, 1233, 520, 1248]
stockholm-text: Ο αρχηγός του τοξικολογικού τμήματος Δρ Χάσσεργκρεν εδήλωσε ότι έκ των παιδιών με παραμορφώσεις τα περισσότερα θα επιζήσουν. Εις την Σουηδίαν υπάρχουν περί τα 100 τοιαύτα παιδιά, και η Κυβέρνησις αποφάσισε να τα βοηθήση οικονομικώς.: [880, 1049, 1102, 1160]
table-row: Βικτωρίας 650: [403, 1452, 635, 1465]
cinema-entry: ΣΤΡΑΝΤ — Τηλ. 22322 THE COUNTERFEIT TRAITOR: [254, 309, 389, 353]
students-headline: ΕΠ' ΑΟΡΙΣΤΟΝ ΑΠΟΧΗ ΕΚ ΤΩΝ ΜΑΘΗΜΑΤΩΝ ΤΩΝ ΦΟΙΤΗΤΩΝ ΤΗΣ ΘΕΣΣΑΛΟΝΙΚΗΣ: [1112, 98, 1526, 180]
ad-line: ROULETTE — CHEMIN DE FER: [261, 2010, 491, 2025]
story-dateline: ΠΑΡΙΣΙ, 5 (Γ.Π.).—: [648, 740, 774, 755]
novel-text: Η Ζιλιέτ δεν είχε πλέον τίποτα να φοβάται· η ζωή της άνοιγε μπροστά της σαν ένας δρόμος φωτεινός, γεμάτος ελπίδες και χαρά.: [112, 1529, 247, 1625]
table-row: Σέλ Αφέ 85 Ελαίου Δάντσον 9670: [651, 1429, 1099, 1442]
hellenism-text: Αξιόπιστοι πηγαί φέρουν λοιπόν τους εγκατεστημένους εις Μίνιαν, συγκεντρώνουν περί 80 οικογενείας, εν ώ θα είς την περιφέρεια Μινίας εις 120. Καθ' όλην δηλαδή την Άνω Αίγυπτον, ο όγκος του Ελληνισμού συμποσούται εις 250 οικογενείας, ήτοι 1.000 περίπου άτομα.: [648, 173, 1102, 234]
radio-item: 19.00 Ρυθμοί και μελωδίες: [254, 521, 355, 550]
ad-manager: Επιμελής: ΔΗΜΗΤΡΙΟΥ ΑΝΔΡΕΑΔΗ: [1187, 2114, 1451, 2130]
cinema-entry: PROFESSOR (Φρέντ Μακ Μάρραιη): [254, 162, 374, 191]
tourism-text: Τούτη διερμηνεύ την χώραν ή ίσως ο Τουρισμός μας, έγραψεν ο Αμερικανός Υπουργός του Εμπορίου. Είναι γεγονός ότι η Η.Α.Δ. έχει μνημεία και αρχαιότητες μοναδικάς εις τον κόσμον. Αι Πυραμίδες, η Σφίγξ, οι ναοί του Λούξορ και του Ασσουάν προσελκύουν χιλιάδας επισκεπτών.: [1112, 1197, 1315, 1321]
